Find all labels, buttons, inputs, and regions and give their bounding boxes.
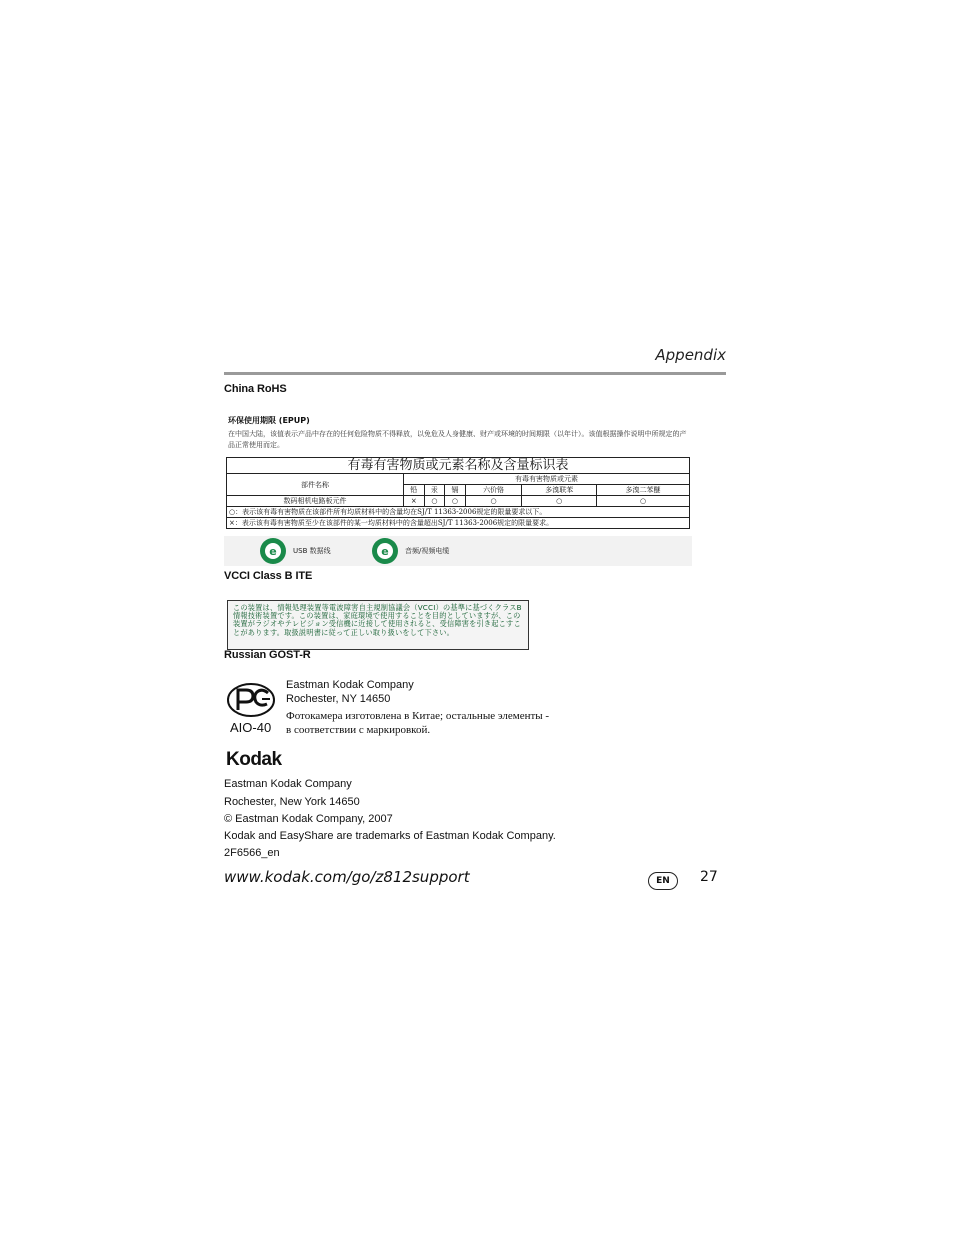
svg-text:e: e <box>269 545 277 558</box>
gost-address: Rochester, NY 14650 <box>286 693 391 705</box>
page-number: 27 <box>700 869 718 885</box>
recycle-e-icon <box>372 538 398 564</box>
vcci-notice-text: この装置は、情報処理装置等電波障害自主規制協議会（VCCI）の基準に基づくクラスB情報技術装置です。この装置は、家庭環境で使用することを目的としていますが、この装置がラジオやテレビジョン受信機に近接して使用されると、受信障害を引き起こすことがあります。取扱説明書に従って正しい取り扱いをして下さい。 <box>233 603 522 637</box>
gost-certificate-code: AIO-40 <box>230 720 272 735</box>
heading-gost: Russian GOST-R <box>224 649 311 661</box>
heading-china-rohs: China RoHS <box>224 383 287 395</box>
substance-header: 多溴二苯醚 <box>597 485 690 496</box>
substance-mark: ○ <box>597 496 690 507</box>
table-note-circle: ○：表示该有毒有害物质在该部件所有均质材料中的含量均在SJ/T 11363-2006规定的限量要求以下。 <box>227 507 690 518</box>
language-badge: EN <box>648 872 678 890</box>
page-section-title: Appendix <box>655 346 726 364</box>
trademark-notice: Kodak and EasyShare are trademarks of Eastman Kodak Company. <box>224 830 556 842</box>
gost-russian-line-1: Фотокамера изготовлена в Китае; остальные элементы - <box>286 710 550 722</box>
substance-group-header: 有毒有害物质或元素 <box>404 474 690 485</box>
company-address: Rochester, New York 14650 <box>224 796 360 808</box>
av-cable-label: 音频/视频电缆 <box>405 547 450 555</box>
substance-mark: ○ <box>522 496 597 507</box>
table-row <box>227 496 690 507</box>
substance-header: 六价铬 <box>465 485 522 496</box>
gost-russian-line-2: в соответствии с маркировкой. <box>286 724 431 736</box>
substance-header: 镉 <box>445 485 466 496</box>
table-note-cross: ×：表示该有毒有害物质至少在该部件的某一均质材料中的含量超出SJ/T 11363-2006规定的限量要求。 <box>227 518 690 529</box>
china-rohs-label-image <box>224 410 692 566</box>
substance-mark: × <box>404 496 425 507</box>
gost-pc-mark-icon <box>226 682 276 718</box>
copyright: © Eastman Kodak Company, 2007 <box>224 813 393 825</box>
substance-mark: ○ <box>424 496 445 507</box>
usb-cable-label: USB 数据线 <box>293 547 331 555</box>
svg-text:e: e <box>381 545 389 558</box>
substance-mark: ○ <box>445 496 466 507</box>
part-name-cell: 数码相机电路板元件 <box>227 496 404 507</box>
epup-icon-strip <box>224 536 692 566</box>
recycle-e-icon <box>260 538 286 564</box>
vcci-notice-box <box>227 600 529 650</box>
substance-mark: ○ <box>465 496 522 507</box>
heading-vcci: VCCI Class B ITE <box>224 570 313 582</box>
kodak-logo: Kodak <box>226 749 282 770</box>
company-name: Eastman Kodak Company <box>224 778 352 790</box>
substance-header: 多溴联苯 <box>522 485 597 496</box>
substance-header: 汞 <box>424 485 445 496</box>
support-url-link[interactable]: www.kodak.com/go/z812support <box>224 868 470 886</box>
document-code: 2F6566_en <box>224 847 280 859</box>
substance-header: 铅 <box>404 485 425 496</box>
table-title: 有毒有害物质或元素名称及含量标识表 <box>227 458 690 474</box>
header-divider <box>224 372 726 375</box>
epup-title: 环保使用期限 (EPUP) <box>228 416 310 425</box>
gost-company: Eastman Kodak Company <box>286 679 414 691</box>
part-name-header: 部件名称 <box>227 474 404 496</box>
hazardous-substance-table <box>226 457 690 529</box>
epup-description: 在中国大陆，该值表示产品中存在的任何危险物质不得释放，以免危及人身健康、财产或环境的时间期限（以年计）。该值根据操作说明中所规定的产品正常使用而定。 <box>228 430 687 449</box>
